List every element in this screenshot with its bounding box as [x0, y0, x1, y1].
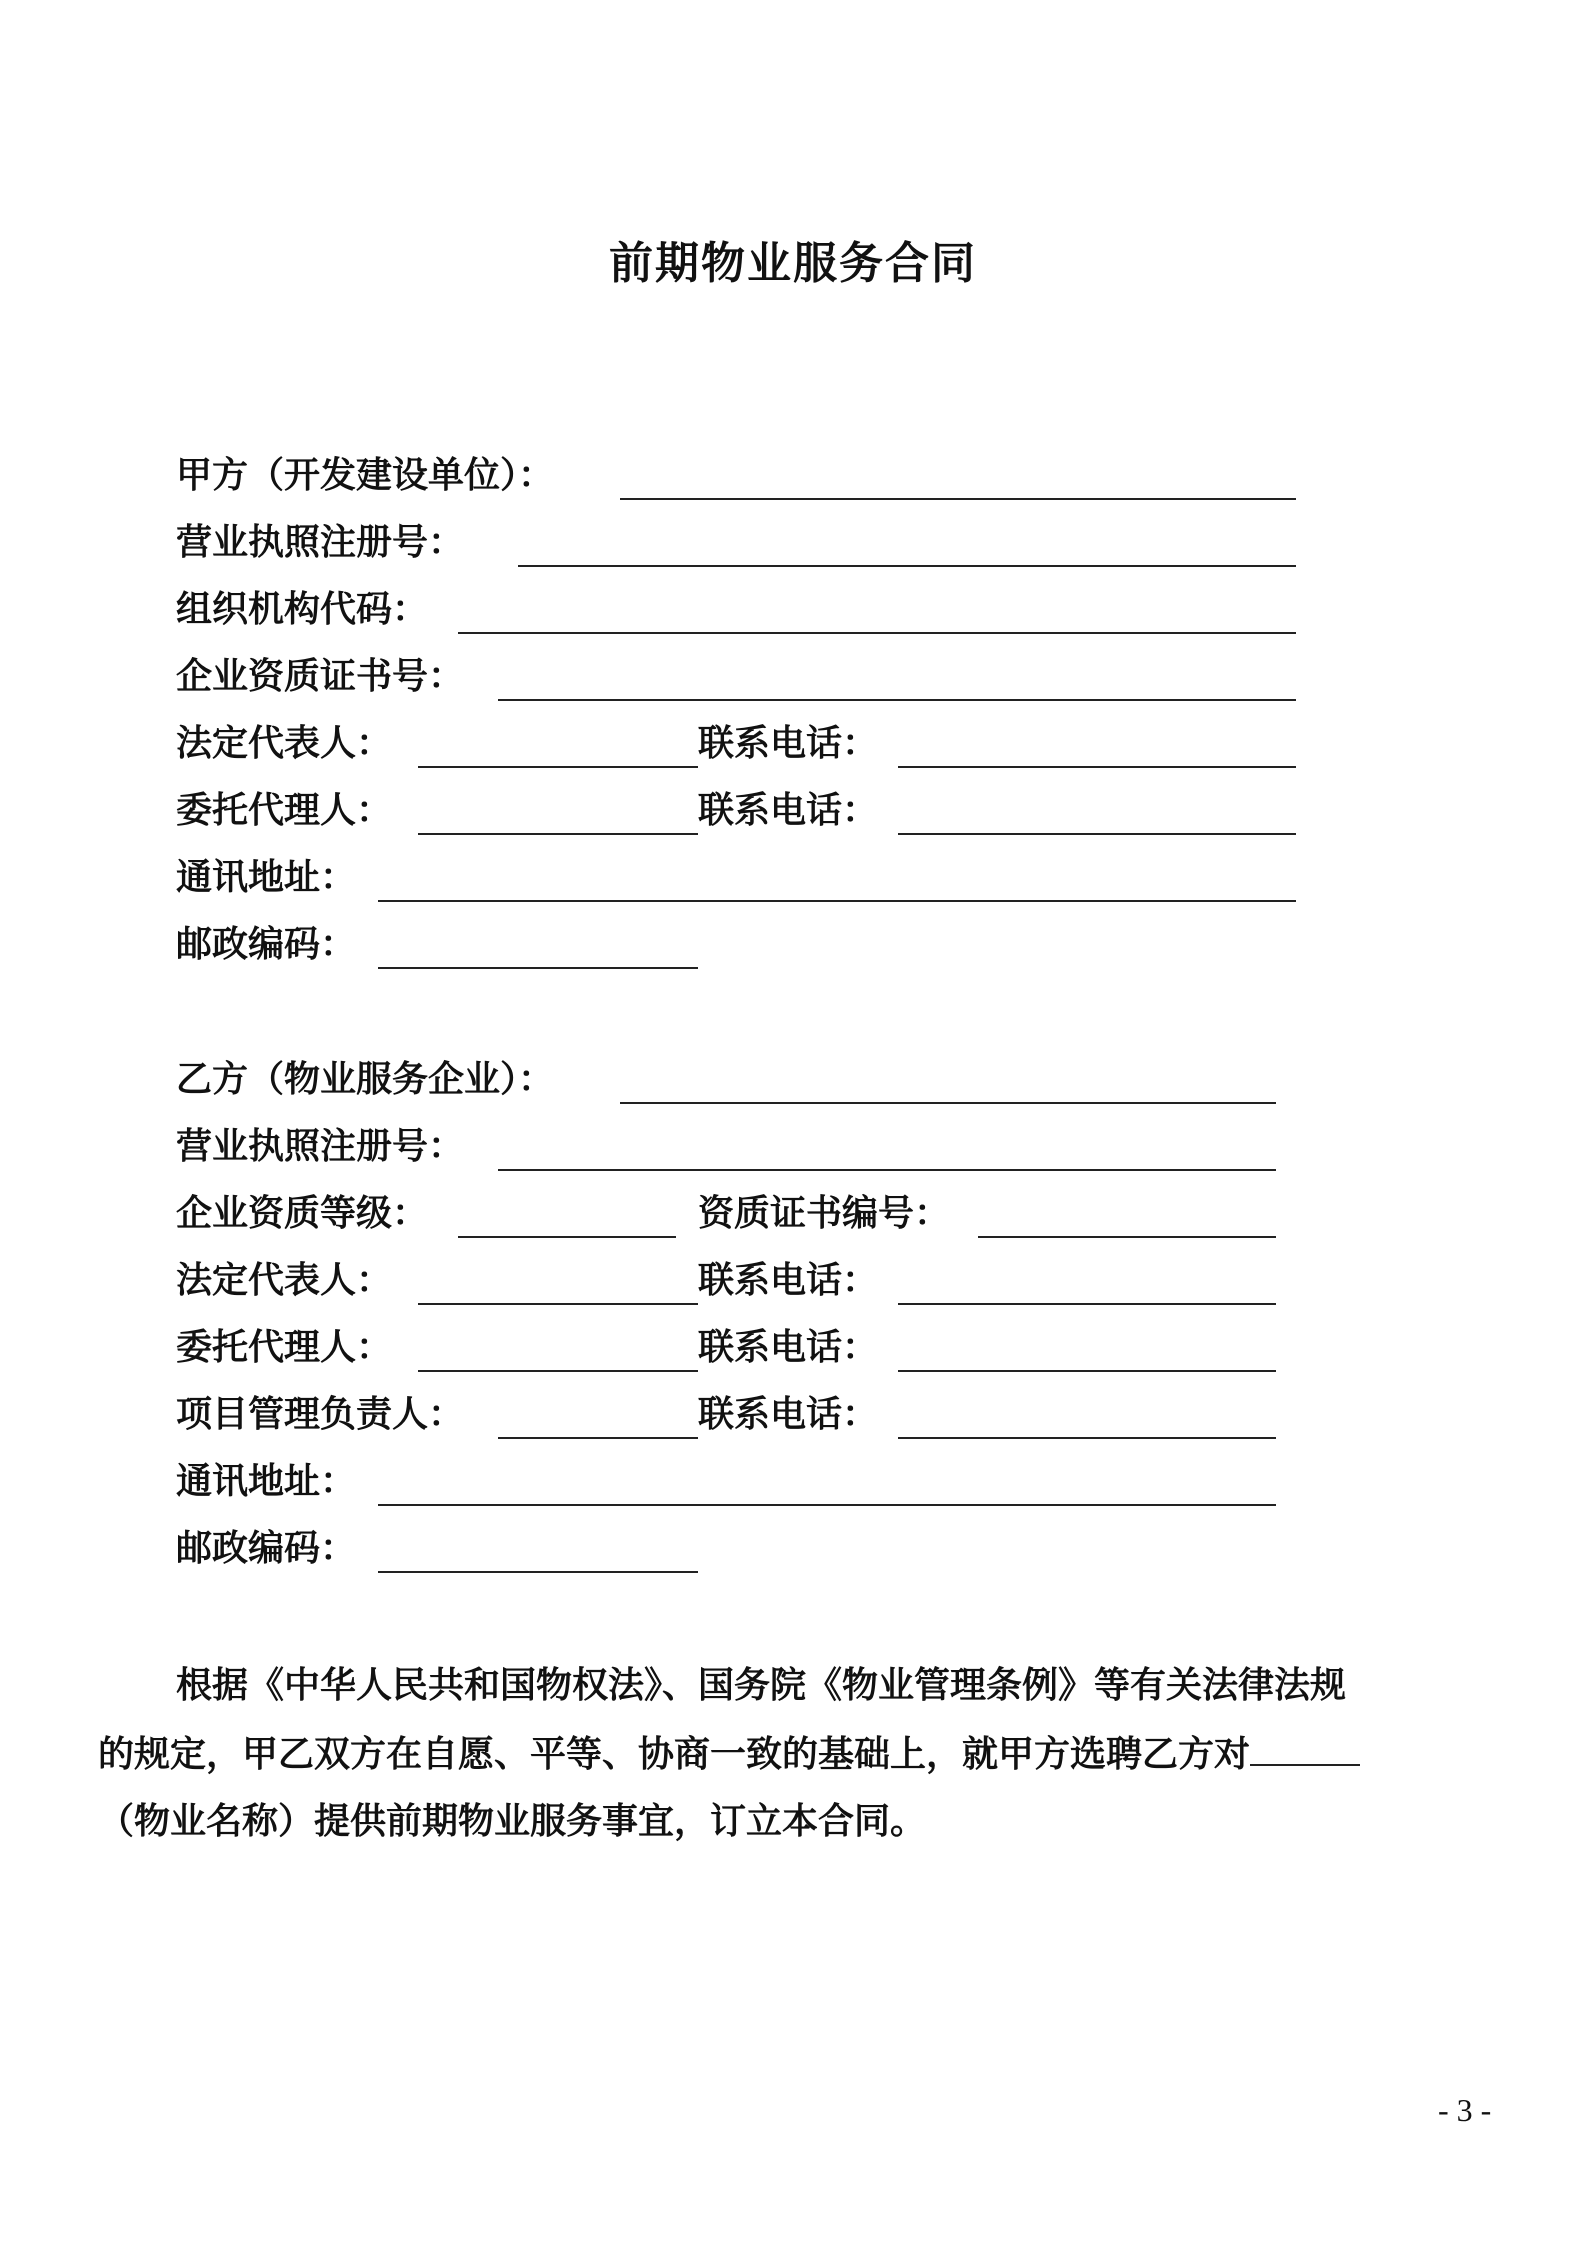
party-a-name-field[interactable]: [620, 498, 1296, 500]
party-b-legal-rep-field[interactable]: [418, 1303, 698, 1305]
party-b-address-field[interactable]: [378, 1504, 1276, 1506]
party-b-manager-label: 项目管理负责人：: [176, 1394, 465, 1435]
party-b-agent-label: 委托代理人：: [176, 1327, 393, 1368]
party-b-cert-label: 资质证书编号：: [698, 1193, 951, 1234]
party-b-manager-field[interactable]: [498, 1437, 698, 1439]
party-b-postcode-label: 邮政编码：: [176, 1528, 357, 1569]
party-b-grade-label: 企业资质等级：: [176, 1193, 429, 1234]
party-a-agent-phone-field[interactable]: [898, 833, 1296, 835]
party-a-agent-phone-label: 联系电话：: [698, 790, 879, 831]
party-b-cert-field[interactable]: [978, 1236, 1276, 1238]
party-b-postcode-field[interactable]: [378, 1571, 698, 1573]
party-a-legal-rep-phone-label: 联系电话：: [698, 723, 879, 764]
party-b-license-label: 营业执照注册号：: [176, 1126, 465, 1167]
page-number: - 3 -: [1438, 2092, 1492, 2128]
party-a-license-label: 营业执照注册号：: [176, 522, 465, 563]
party-a-legal-rep-label: 法定代表人：: [176, 723, 393, 764]
party-a-header-label: 甲方（开发建设单位）：: [176, 455, 555, 496]
party-a-agent-label: 委托代理人：: [176, 790, 393, 831]
party-b-manager-phone-label: 联系电话：: [698, 1394, 879, 1435]
party-a-legal-rep-phone-field[interactable]: [898, 766, 1296, 768]
party-b-grade-field[interactable]: [458, 1236, 676, 1238]
party-b-legal-rep-label: 法定代表人：: [176, 1260, 393, 1301]
party-a-cert-label: 企业资质证书号：: [176, 656, 465, 697]
party-b-legal-rep-phone-field[interactable]: [898, 1303, 1276, 1305]
party-a-org-code-label: 组织机构代码：: [176, 589, 429, 630]
party-b-name-field[interactable]: [620, 1102, 1276, 1104]
party-b-agent-phone-field[interactable]: [898, 1370, 1276, 1372]
party-b-legal-rep-phone-label: 联系电话：: [698, 1260, 879, 1301]
party-a-cert-field[interactable]: [498, 699, 1296, 701]
party-a-license-field[interactable]: [518, 565, 1296, 567]
party-b-address-label: 通讯地址：: [176, 1461, 357, 1502]
property-name-field[interactable]: [1250, 1720, 1360, 1766]
body-paragraph-line-2-text: 的规定，甲乙双方在自愿、平等、协商一致的基础上，就甲方选聘乙方对: [98, 1734, 1251, 1775]
party-b-manager-phone-field[interactable]: [898, 1437, 1276, 1439]
party-a-legal-rep-field[interactable]: [418, 766, 698, 768]
party-b-header-label: 乙方（物业服务企业）：: [176, 1059, 555, 1100]
body-paragraph-line-2: [98, 1720, 1360, 1789]
document-title: 前期物业服务合同: [609, 238, 977, 289]
party-b-agent-field[interactable]: [418, 1370, 698, 1372]
body-paragraph-line-1: 根据《中华人民共和国物权法》、国务院《物业管理条例》等有关法律法规: [176, 1665, 1347, 1706]
body-paragraph-line-3: （物业名称）提供前期物业服务事宜，订立本合同。: [98, 1801, 927, 1842]
party-a-address-field[interactable]: [378, 900, 1296, 902]
party-a-address-label: 通讯地址：: [176, 857, 357, 898]
party-b-license-field[interactable]: [498, 1169, 1276, 1171]
party-a-postcode-field[interactable]: [378, 967, 698, 969]
party-a-agent-field[interactable]: [418, 833, 698, 835]
party-a-postcode-label: 邮政编码：: [176, 924, 357, 965]
party-b-agent-phone-label: 联系电话：: [698, 1327, 879, 1368]
party-a-org-code-field[interactable]: [458, 632, 1296, 634]
